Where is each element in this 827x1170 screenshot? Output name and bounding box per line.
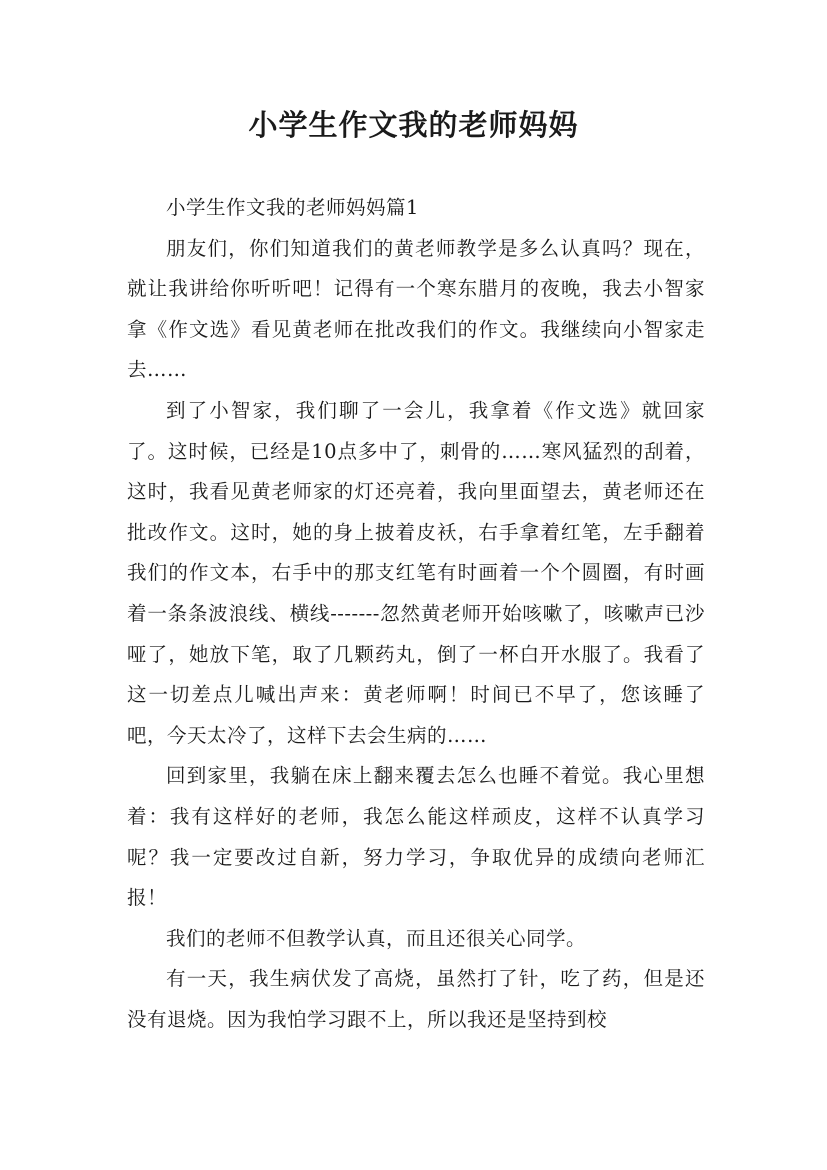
paragraph: 朋友们，你们知道我们的黄老师教学是多么认真吗？现在，就让我讲给你听听吧！记得有一个寒东腊月的夜晚，我去小智家拿《作文选》看见黄老师在批改我们的作文。我继续向小智家走去…… [127, 236, 705, 382]
paragraph: 回到家里，我躺在床上翻来覆去怎么也睡不着觉。我心里想着：我有这样好的老师，我怎么能这样顽皮，这样不认真学习呢？我一定要改过自新，努力学习，争取优异的成绩向老师汇报！ [127, 764, 705, 910]
section-heading: 小学生作文我的老师妈妈篇1 [166, 196, 419, 219]
paragraph: 我们的老师不但教学认真，而且还很关心同学。 [166, 926, 587, 950]
document-body [127, 188, 705, 1040]
document-title: 小学生作文我的老师妈妈 [248, 108, 579, 142]
paragraph: 到了小智家，我们聊了一会儿，我拿着《作文选》就回家了。这时候，已经是10点多中了，刺骨的……寒风猛烈的刮着，这时，我看见黄老师家的灯还亮着，我向里面望去，黄老师还在批改作文。这时，她的身上披着皮袄，右手拿着红笔，左手翻着我们的作文本，右手中的那支红笔有时画着一个个圆圈，有时画着一条条波浪线、横线-------忽然黄老师开始咳嗽了，咳嗽声已沙哑了，她放下笔，取了几颗药丸，倒了一杯白开水服了。我看了这一切差点儿喊出声来：黄老师啊！时间已不早了，您该睡了吧，今天太冷了，这样下去会生病的…… [127, 398, 705, 747]
paragraph: 有一天，我生病伏发了高烧，虽然打了针，吃了药，但是还没有退烧。因为我怕学习跟不上，所以我还是坚持到校 [127, 967, 705, 1031]
